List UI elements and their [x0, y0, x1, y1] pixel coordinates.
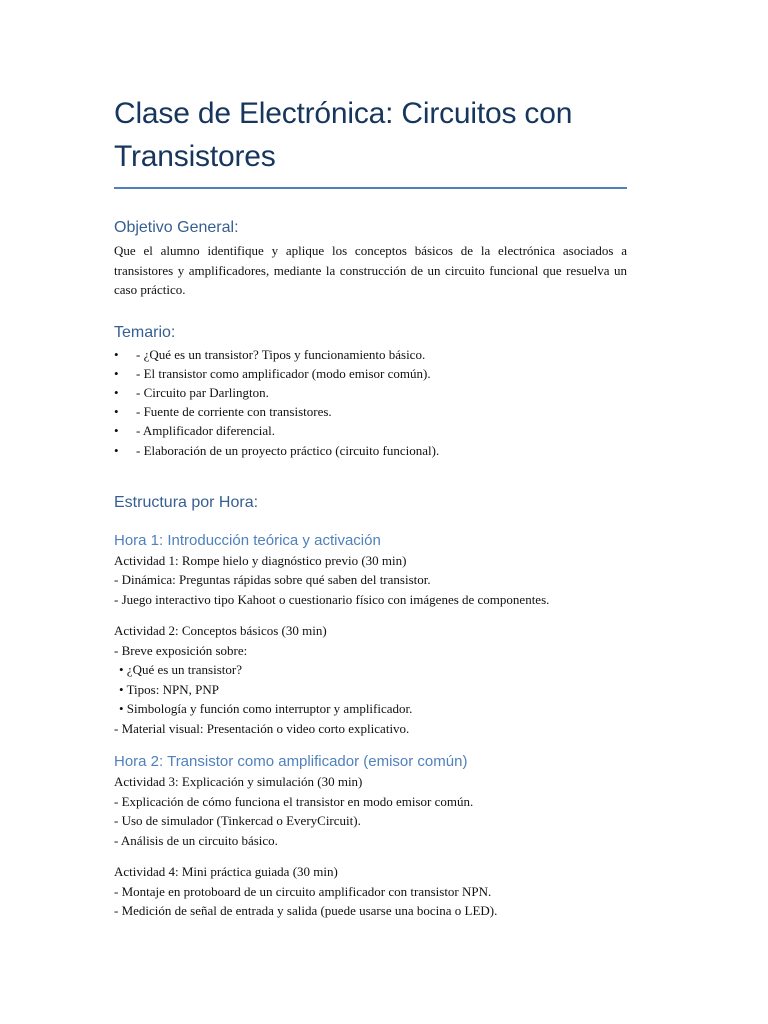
- activity1-line: - Dinámica: Preguntas rápidas sobre qué saben del transistor.: [114, 572, 431, 588]
- syllabus-item: [114, 364, 627, 383]
- syllabus-item: [114, 345, 627, 364]
- activity3-line: - Uso de simulador (Tinkercad o EveryCircuit).: [114, 813, 361, 829]
- syllabus-item: [114, 441, 627, 460]
- objective-text: Que el alumno identifique y aplique los conceptos básicos de la electrónica asociados a transistores y amplificadores, mediante la construcción de un circuito funcional que resuelva un caso práctico.: [114, 243, 627, 297]
- activity2-subitem: • Tipos: NPN, PNP: [119, 681, 219, 697]
- bullet-icon: •: [114, 365, 119, 381]
- activity1-title: Actividad 1: Rompe hielo y diagnóstico previo (30 min): [114, 552, 407, 568]
- activity4-line: - Montaje en protoboard de un circuito amplificador con transistor NPN.: [114, 883, 492, 899]
- activity4-title: Actividad 4: Mini práctica guiada (30 min): [114, 864, 338, 880]
- syllabus-item-text: - ¿Qué es un transistor? Tipos y funcionamiento básico.: [136, 346, 426, 362]
- document-page: [114, 92, 627, 921]
- activity3-line: - Análisis de un circuito básico.: [114, 832, 278, 848]
- activity2-outro: - Material visual: Presentación o video corto explicativo.: [114, 720, 410, 736]
- hour2-heading: Hora 2: Transistor como amplificador (emisor común): [114, 753, 468, 771]
- activity2-block: [114, 621, 627, 738]
- syllabus-item: [114, 402, 627, 421]
- hour1-heading: Hora 1: Introducción teórica y activación: [114, 531, 381, 549]
- objective-heading: Objetivo General:: [114, 219, 239, 236]
- syllabus-item-text: - Amplificador diferencial.: [136, 423, 275, 439]
- activity3-block: [114, 772, 627, 850]
- syllabus-item-text: - Fuente de corriente con transistores.: [136, 404, 332, 420]
- bullet-icon: •: [114, 384, 119, 400]
- syllabus-list: [114, 345, 627, 460]
- activity3-title: Actividad 3: Explicación y simulación (30 min): [114, 774, 363, 790]
- bullet-icon: •: [114, 442, 119, 458]
- syllabus-item: [114, 383, 627, 402]
- activity3-line: - Explicación de cómo funciona el transistor en modo emisor común.: [114, 793, 474, 809]
- structure-heading: Estructura por Hora:: [114, 493, 259, 511]
- activity4-block: [114, 862, 627, 921]
- syllabus-heading: Temario:: [114, 323, 176, 341]
- bullet-icon: •: [114, 423, 119, 439]
- syllabus-item: [114, 421, 627, 440]
- syllabus-item-text: - El transistor como amplificador (modo emisor común).: [136, 365, 431, 381]
- activity2-intro: - Breve exposición sobre:: [114, 642, 248, 658]
- page-title: Clase de Electrónica: Circuitos con Transistores: [114, 97, 573, 173]
- syllabus-item-text: - Circuito par Darlington.: [136, 384, 269, 400]
- activity2-title: Actividad 2: Conceptos básicos (30 min): [114, 623, 327, 639]
- bullet-icon: •: [114, 346, 119, 362]
- title-underline: [114, 187, 627, 189]
- activity2-subitem: • ¿Qué es un transistor?: [119, 662, 242, 678]
- activity2-subitem: • Simbología y función como interruptor y amplificador.: [119, 701, 413, 717]
- activity4-line: - Medición de señal de entrada y salida (puede usarse una bocina o LED).: [114, 903, 498, 919]
- activity1-block: [114, 551, 627, 610]
- activity1-line: - Juego interactivo tipo Kahoot o cuestionario físico con imágenes de componentes.: [114, 591, 550, 607]
- bullet-icon: •: [114, 404, 119, 420]
- syllabus-item-text: - Elaboración de un proyecto práctico (circuito funcional).: [136, 442, 440, 458]
